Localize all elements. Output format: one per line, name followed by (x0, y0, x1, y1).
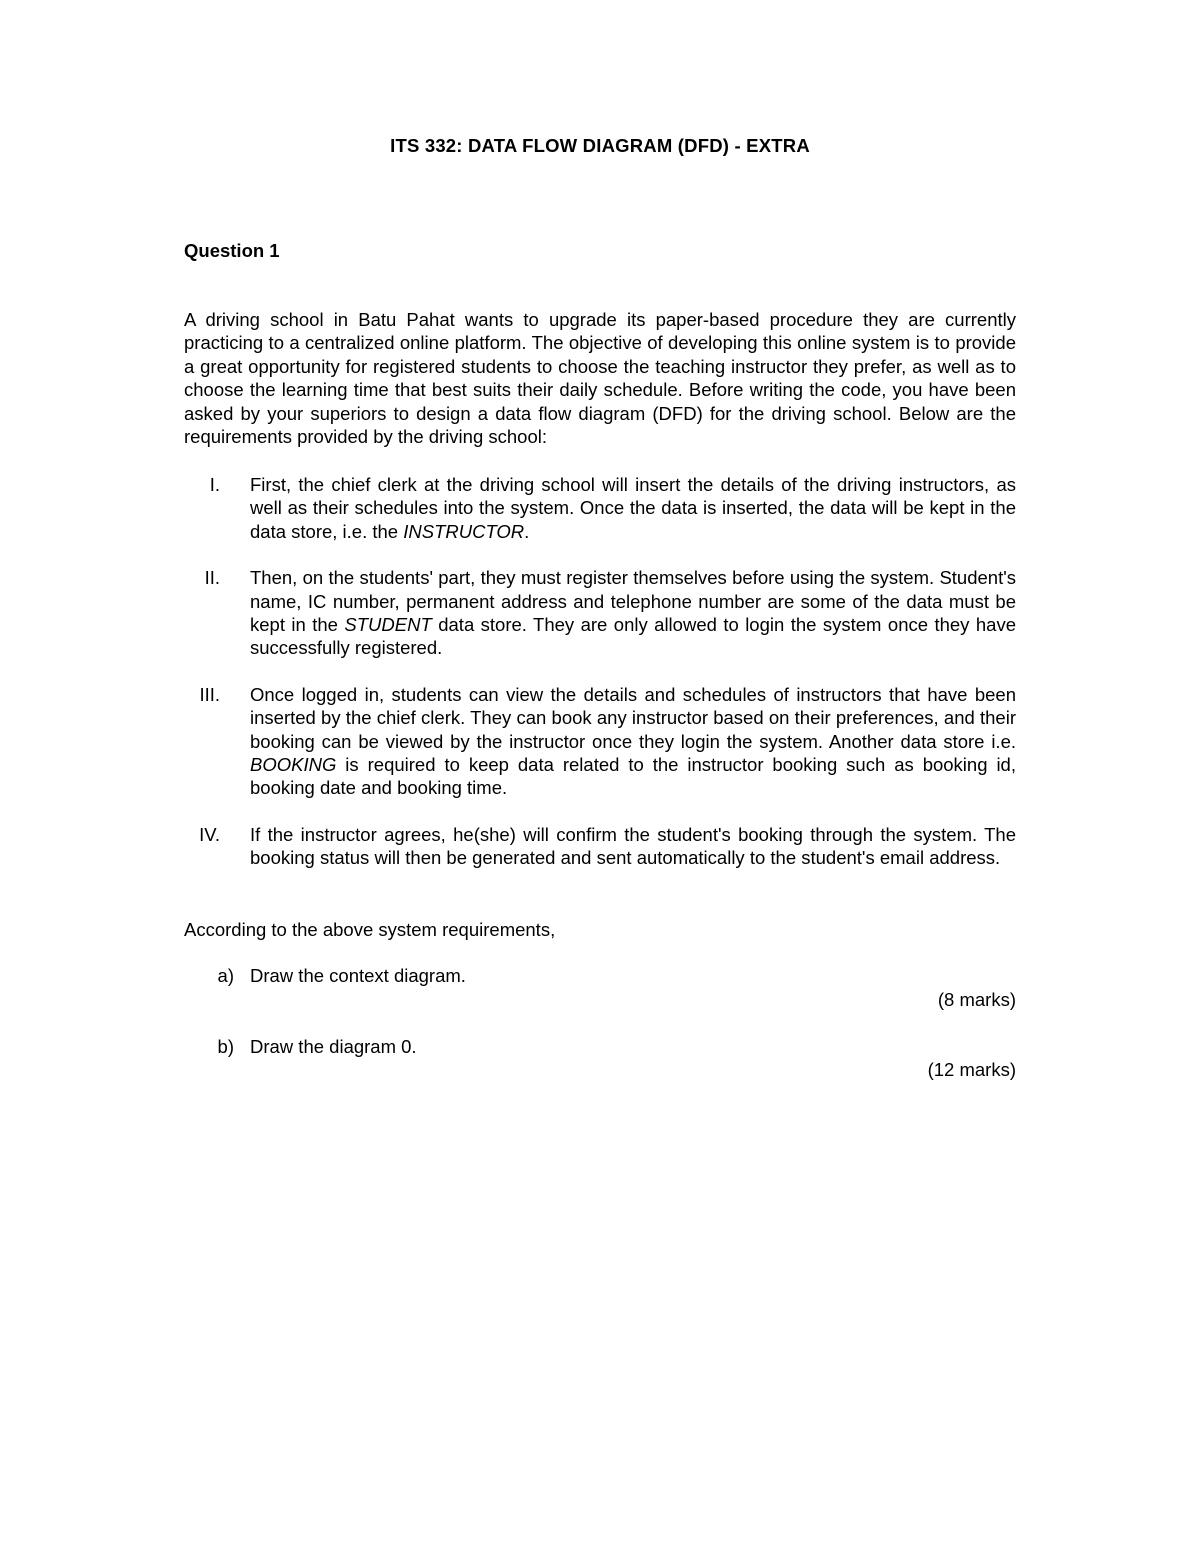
closing-paragraph: According to the above system requirements, (184, 919, 556, 940)
requirement-text: If the instructor agrees, he(she) will confirm the student's booking through the system. The booking status will then be generated and sent automatically to the student's email address. (250, 823, 1016, 869)
data-store-name: STUDENT (344, 614, 432, 636)
data-store-name: INSTRUCTOR (403, 520, 525, 542)
requirement-text: Then, on the students' part, they must register themselves before using the system. Student's name, IC number, permanent address and telephone number are some of the data must be kept in the STUDENT data store. They are only allowed to login the system once they have successfully registered. (250, 567, 1016, 659)
requirement-number: II. (204, 567, 220, 589)
requirement-number: III. (199, 683, 220, 705)
document-title: ITS 332: DATA FLOW DIAGRAM (DFD) - EXTRA (390, 135, 810, 156)
requirement-text: First, the chief clerk at the driving school will insert the details of the driving instructors, as well as their schedules into the system. Once the data is inserted, the data will be kept in the data store, i.e. the INSTRUCTOR. (250, 474, 1016, 542)
requirement-item (184, 683, 1016, 800)
task-text: Draw the context diagram. (250, 965, 466, 986)
task-text: Draw the diagram 0. (250, 1036, 417, 1057)
task-marks: (12 marks) (927, 1059, 1016, 1080)
requirements-list (184, 473, 1016, 870)
requirement-item (184, 566, 1016, 660)
data-store-name: BOOKING (250, 754, 337, 776)
question-heading: Question 1 (184, 240, 280, 261)
requirement-text: Once logged in, students can view the details and schedules of instructors that have been inserted by the chief clerk. They can book any instructor based on their preferences, and their booking can be viewed by the instructor once they login the system. Another data store i.e. BOOKING is required to keep data related to the instructor booking such as booking id, booking date and booking time. (250, 683, 1016, 799)
task-letter: b) (217, 1036, 234, 1057)
requirement-number: I. (209, 474, 220, 495)
task-marks: (8 marks) (937, 989, 1016, 1010)
requirement-item (184, 473, 1016, 543)
task-letter: a) (217, 965, 234, 986)
requirement-number: IV. (199, 823, 220, 845)
requirement-item (184, 823, 1016, 870)
intro-paragraph: A driving school in Batu Pahat wants to upgrade its paper-based procedure they are currently practicing to a centralized online platform. The objective of developing this online system is to provide a great opportunity for registered students to choose the teaching instructor they prefer, as well as to choose the learning time that best suits their daily schedule. Before writing the code, you have been asked by your superiors to design a data flow diagram (DFD) for the driving school. Below are the requirements provided by the driving school: (184, 309, 1016, 448)
